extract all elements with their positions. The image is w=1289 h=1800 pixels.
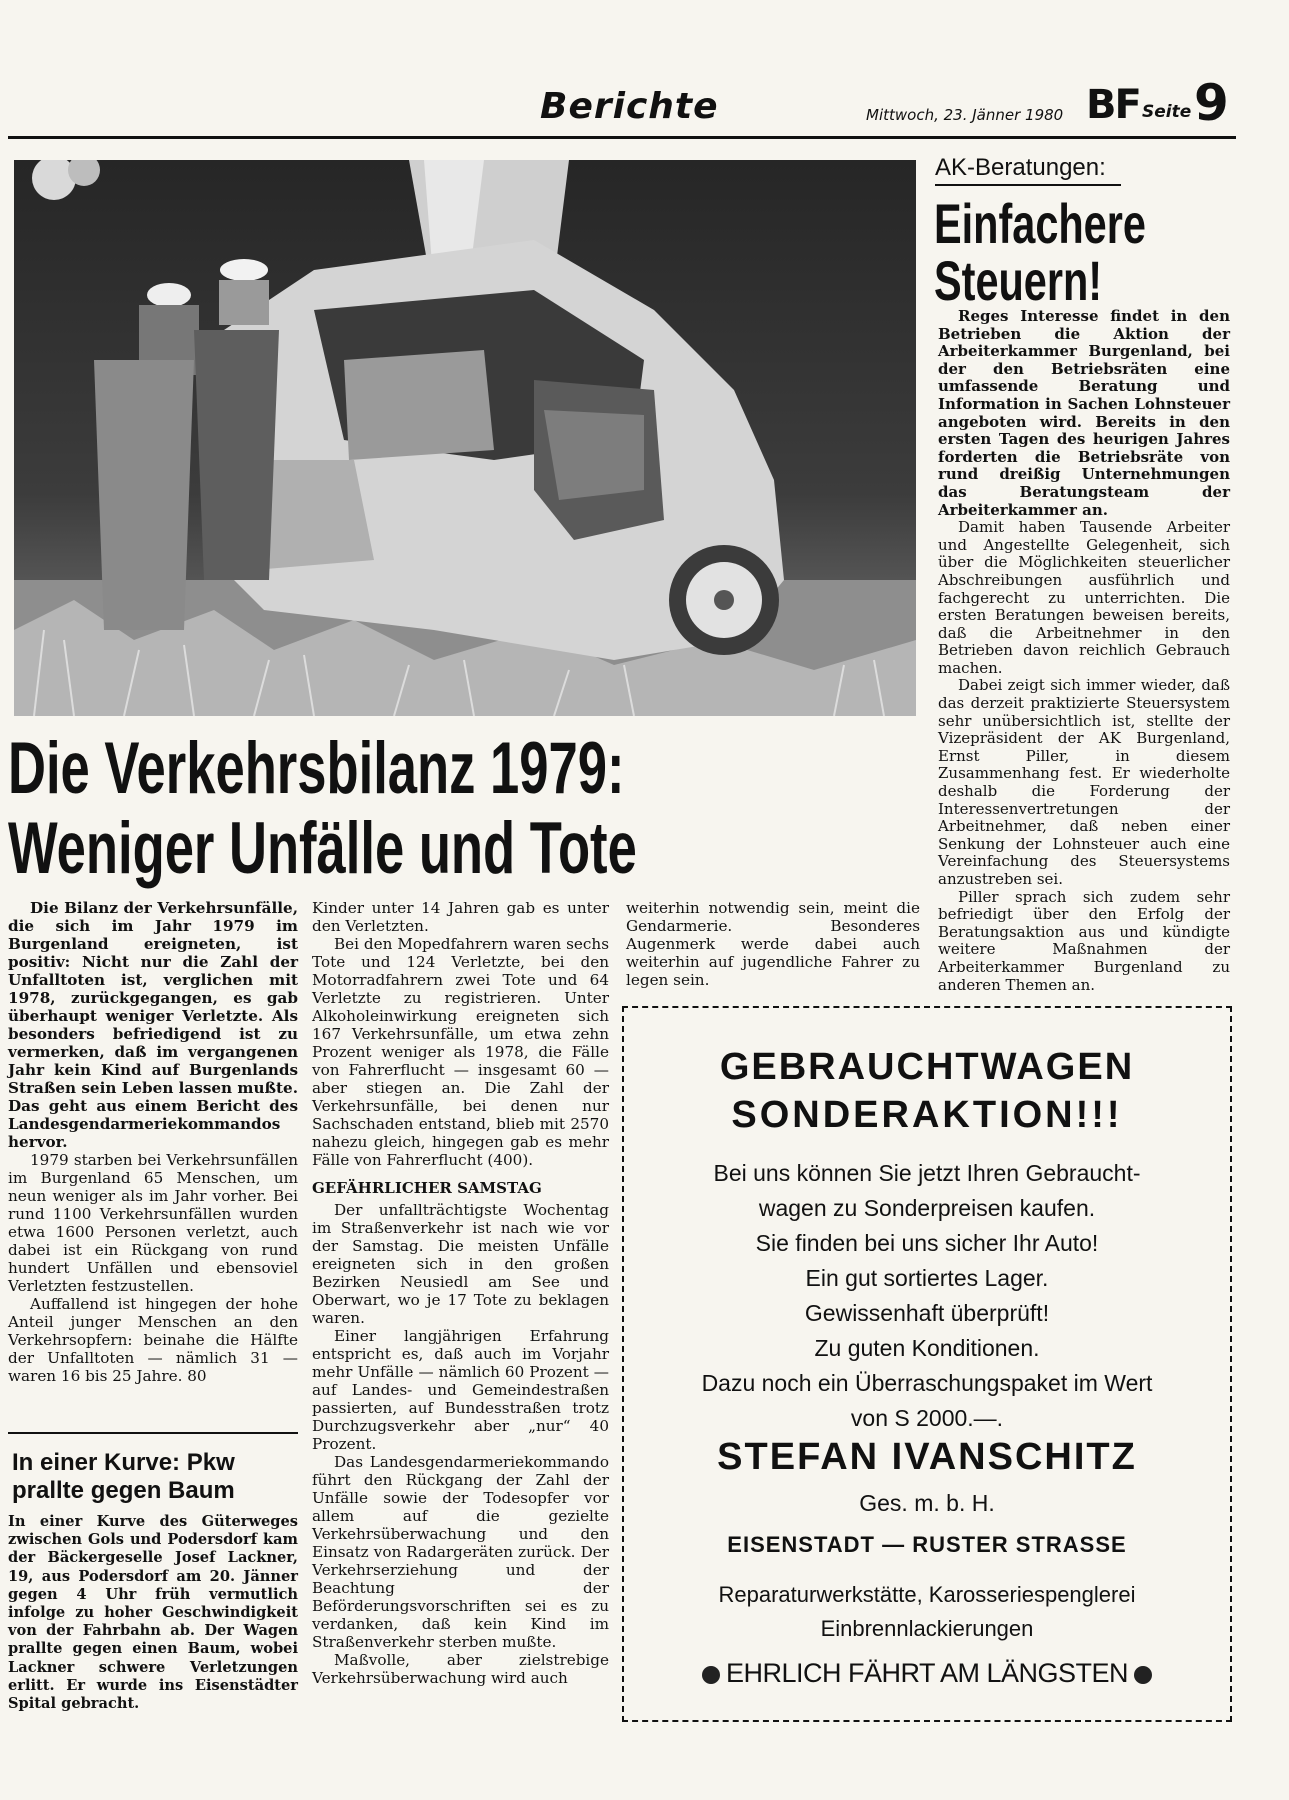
bullet-dot-icon: [1134, 1666, 1152, 1684]
accident-photo: [14, 160, 916, 716]
kicker-underline: [935, 184, 1121, 186]
main-headline-line-1: Die Verkehrsbilanz 1979:: [8, 728, 625, 809]
body-paragraph: Einer langjährigen Erfahrung entspricht es, daß auch im Vorjahr mehr Unfälle — nämlich 60 Prozent — auf Landes- und Gemeindestraßen passierten, auf Bundesstraßen trotz Durchzugsverkehr aber „nur“ 40 Prozent.: [312, 1327, 609, 1453]
main-headline-line-2: Weniger Unfälle und Tote: [8, 808, 637, 889]
ad-body-line: Bei uns können Sie jetzt Ihren Gebraucht-: [713, 1160, 1141, 1186]
ak-kicker: AK-Beratungen:: [935, 154, 1106, 181]
section-title: Berichte: [540, 86, 719, 127]
ad-services: [624, 1578, 1230, 1646]
ad-services-line: Reparaturwerkstätte, Karosseriespenglerei: [718, 1582, 1136, 1607]
ad-body-line: Gewissenhaft überprüft!: [804, 1300, 1050, 1326]
ad-company-name: STEFAN IVANSCHITZ: [717, 1436, 1137, 1478]
sidebar-divider: [8, 1432, 298, 1434]
body-paragraph: Das Landesgendarmeriekommando führt den Rückgang der Zahl der Unfälle sowie der Todesopfer vor allem auf die gezielte Verkehrsüberwachung und den Einsatz von Radargeräten zurück. Der Verkehrserziehung und der Beachtung der Beförderungsvorschriften sei es zu verdanken, daß kein Kind im Straßenverkehr sterben mußte.: [312, 1453, 609, 1651]
header-divider: [8, 136, 1236, 139]
ad-body-line: wagen zu Sonderpreisen kaufen.: [758, 1195, 1096, 1221]
ak-article-body: [938, 308, 1230, 994]
sidebar-headline: In einer Kurve: Pkw prallte gegen Baum: [12, 1449, 235, 1504]
car-dealer-advertisement: [622, 1006, 1232, 1722]
sidebar-body: In einer Kurve des Güterweges zwischen Gols und Podersdorf kam der Bäckergeselle Josef Lackner, 19, aus Podersdorf am 20. Jänner gegen 4 Uhr früh vermutlich infolge zu hoher Geschwindigkeit von der Fahrbahn ab. Der Wagen prallte gegen einen Baum, wobei Lackner schwere Verletzungen erlitt. Er wurde ins Eisenstädter Spital gebracht.: [8, 1513, 298, 1713]
newspaper-logo: BF: [1086, 82, 1140, 128]
body-paragraph: 1979 starben bei Verkehrsunfällen im Burgenland 65 Menschen, um neun weniger als im Jahr vorher. Bei rund 1100 Verkehrsunfällen wurden etwa 1600 Personen verletzt, auch dabei ist ein Rückgang von rund hundert Unfällen und ebensoviel Verletzten festzustellen.: [8, 1151, 298, 1295]
bullet-dot-icon: [702, 1666, 720, 1684]
ad-body: [624, 1156, 1230, 1436]
body-paragraph: Kinder unter 14 Jahren gab es unter den Verletzten.: [312, 899, 609, 935]
body-paragraph: Bei den Mopedfahrern waren sechs Tote und 124 Verletzte, bei den Motorradfahrern zwei Tote und 64 Verletzte zu registrieren. Unter Alkoholeinwirkung ereigneten sich 167 Verkehrsunfälle, um etwa zehn Prozent weniger als 1978, die Fälle von Fahrerflucht — insgesamt 60 — aber stiegen an. Die Zahl der Verkehrsunfälle, bei denen nur Sachschaden entstand, blieb mit 2570 nahezu gleich, hingegen gab es mehr Fälle von Fahrerflucht (400).: [312, 935, 609, 1169]
subheading: GEFÄHRLICHER SAMSTAG: [312, 1179, 542, 1197]
article-column-3: [626, 899, 920, 989]
ad-headline-2: SONDERAKTION!!!: [731, 1094, 1123, 1136]
ad-body-line: von S 2000.—.: [850, 1405, 1004, 1431]
ad-body-line: Dazu noch ein Überraschungspaket im Wert: [701, 1370, 1153, 1396]
article-column-2: [312, 899, 609, 1687]
body-paragraph: Dabei zeigt sich immer wieder, daß das derzeit praktizierte Steuersystem sehr unübersichtlich ist, stellte der Vizepräsident der AK Burgenland, Ernst Piller, in diesem Zusammenhang fest. Er wiederholte deshalb die Forderung der Interessenvertretungen der Arbeitnehmer, daß neben einer Senkung der Lohnsteuer auch eine Vereinfachung des Steuersystems anzustreben sei.: [938, 676, 1230, 888]
ad-headline-1: GEBRAUCHTWAGEN: [719, 1046, 1135, 1088]
body-paragraph: Damit haben Tausende Arbeiter und Angestellte Gelegenheit, sich über die Möglichkeiten steuerlicher Abschreibungen ausführlich und fachgerecht zu unterrichten. Die ersten Beratungen beweisen bereits, daß die Arbeitnehmer in den Betrieben davon reichlich Gebrauch machen.: [938, 518, 1230, 677]
ad-slogan-text: EHRLICH FÄHRT AM LÄNGSTEN: [725, 1658, 1129, 1688]
page-label: Seite: [1142, 102, 1192, 122]
issue-date: Mittwoch, 23. Jänner 1980: [866, 106, 1064, 124]
ak-headline-line-2: Steuern!: [934, 249, 1103, 312]
ad-slogan: [624, 1658, 1230, 1689]
ad-legal-form: Ges. m. b. H.: [859, 1490, 995, 1516]
ad-address: EISENSTADT — RUSTER STRASSE: [727, 1532, 1127, 1557]
page-number: 9: [1194, 74, 1229, 132]
ad-body-line: Sie finden bei uns sicher Ihr Auto!: [755, 1230, 1099, 1256]
body-paragraph: Der unfallträchtigste Wochentag im Straßenverkehr ist nach wie vor der Samstag. Die meisten Unfälle ereigneten sich in den großen Bezirken Neusiedl am See und Oberwart, wo je 17 Tote zu beklagen waren.: [312, 1201, 609, 1327]
ak-headline-line-1: Einfachere: [934, 192, 1146, 255]
ad-services-line: Einbrennlackierungen: [820, 1616, 1034, 1641]
article-column-1: [8, 899, 298, 1385]
ad-body-line: Ein gut sortiertes Lager.: [805, 1265, 1049, 1291]
body-paragraph: Auffallend ist hingegen der hohe Anteil junger Menschen an den Verkehrsopfern: beinahe die Hälfte der Unfalltoten — nämlich 31 — waren 16 bis 25 Jahre. 80: [8, 1295, 298, 1385]
ad-body-line: Zu guten Konditionen.: [814, 1335, 1040, 1361]
body-paragraph: Piller sprach sich zudem sehr befriedigt über den Erfolg der Beratungsaktion aus und kündigte weitere Maßnahmen der Arbeiterkammer Burgenland zu anderen Themen an.: [938, 887, 1230, 994]
body-paragraph: weiterhin notwendig sein, meint die Gendarmerie. Besonderes Augenmerk werde dabei auch weiterhin auf jugendliche Fahrer zu legen sein.: [626, 899, 920, 989]
lead-paragraph: Die Bilanz der Verkehrsunfälle, die sich im Jahr 1979 im Burgenland ereigneten, ist positiv: Nicht nur die Zahl der Unfalltoten ist, verglichen mit 1978, zurückgegangen, es gab überhaupt weniger Verletzte. Als besonders befriedigend ist zu vermerken, daß im vergangenen Jahr kein Kind auf Burgenlands Straßen sein Leben lassen mußte. Das geht aus einem Bericht des Landesgendarmeriekommandos hervor.: [8, 899, 298, 1151]
lead-paragraph: Reges Interesse findet in den Betrieben die Aktion der Arbeiterkammer Burgenland, bei der den Betriebsräten eine umfassende Beratung und Information in Sachen Lohnsteuer angeboten wird. Bereits in den ersten Tagen des heurigen Jahres forderten die Betriebsräte von rund dreißig Unternehmungen das Beratungsteam der Arbeiterkammer an.: [938, 307, 1230, 519]
body-paragraph: Maßvolle, aber zielstrebige Verkehrsüberwachung wird auch: [312, 1651, 609, 1687]
